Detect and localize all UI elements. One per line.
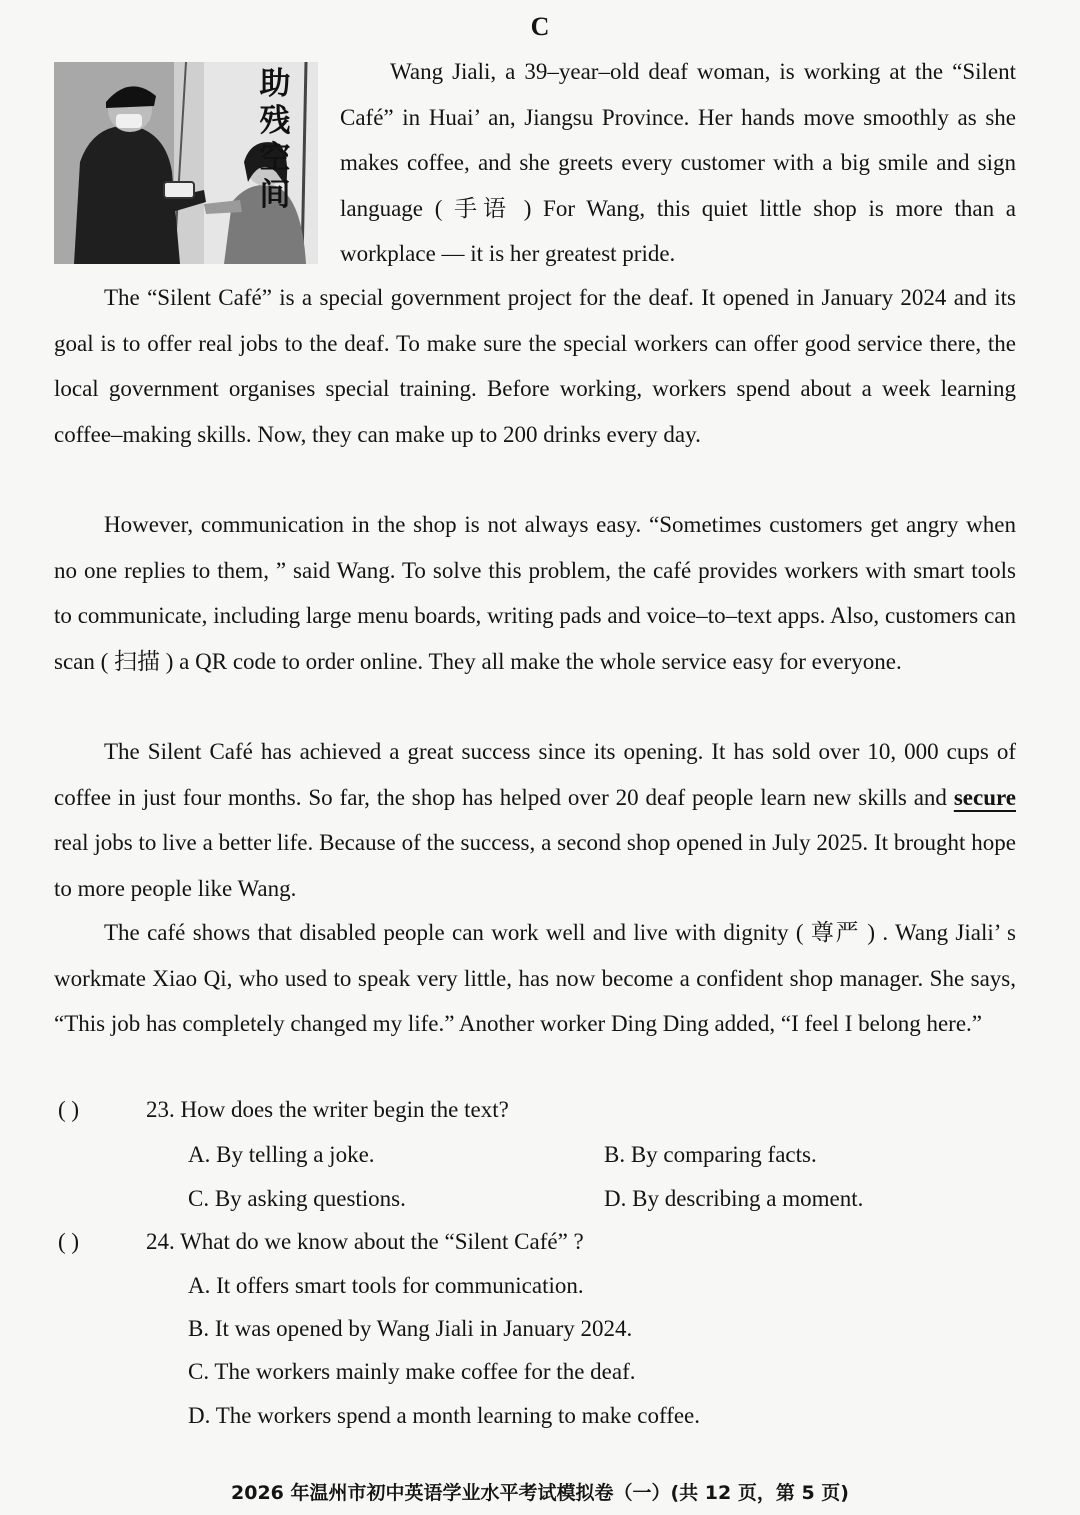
question-24	[58, 1229, 584, 1255]
paragraph-5: The café shows that disabled people can work well and live with dignity ( 尊严 ) . Wang Jiali’ s workmate Xiao Qi, who used to speak very little, has now become a confident shop manager. She says, “This job has completely changed my life.” Another worker Ding Ding added, “I feel I belong here.”	[54, 920, 1016, 1036]
question-23-stem: 23. How does the writer begin the text?	[146, 1097, 509, 1122]
option-24-d: D. The workers spend a month learning to make coffee.	[188, 1403, 701, 1428]
option-23-a: A. By telling a joke.	[188, 1142, 375, 1167]
answer-bracket-24[interactable]: ( )	[58, 1229, 80, 1254]
keyword-secure: secure	[953, 784, 1016, 810]
option-23-b: B. By comparing facts.	[604, 1142, 817, 1167]
question-24-stem: 24. What do we know about the “Silent Café” ?	[146, 1229, 584, 1254]
option-24-c: C. The workers mainly make coffee for the deaf.	[188, 1359, 636, 1384]
page-footer: 2026 年温州市初中英语学业水平考试模拟卷（一）(共 12 页，第 5 页)	[231, 1482, 849, 1504]
option-23-c: C. By asking questions.	[188, 1186, 406, 1211]
option-24-a: A. It offers smart tools for communication.	[188, 1273, 584, 1298]
answer-bracket-23[interactable]: ( )	[58, 1097, 80, 1122]
paragraph-4-before: The Silent Café has achieved a great success since its opening. It has sold over 10, 000 cups of coffee in just four months. So far, the shop has helped over 20 deaf people learn new skills and	[54, 739, 1016, 810]
section-letter: C	[530, 12, 550, 41]
paragraph-2: The “Silent Café” is a special government project for the deaf. It opened in January 2024 and its goal is to offer real jobs to the deaf. To make sure the special workers can offer good service there, the local government organises special training. Before working, workers spend about a week learning coffee–making skills. Now, they can make up to 200 drinks every day.	[54, 285, 1016, 447]
option-24-b: B. It was opened by Wang Jiali in January 2024.	[188, 1316, 633, 1341]
option-23-d: D. By describing a moment.	[604, 1186, 864, 1211]
photo-caption: 助残空间	[259, 66, 291, 213]
question-23	[58, 1097, 509, 1123]
paragraph-4-after: real jobs to live a better life. Because of the success, a second shop opened in July 2025. It brought hope to more people like Wang.	[54, 830, 1016, 901]
paragraph-1: Wang Jiali, a 39–year–old deaf woman, is working at the “Silent Café” in Huai’ an, Jiangsu Province. Her hands move smoothly as she makes coffee, and she greets every customer with a big smile and sign language ( 手语 ) For Wang, this quiet little shop is more than a workplace — it is her greatest pride.	[340, 59, 1016, 266]
paragraph-3: However, communication in the shop is not always easy. “Sometimes customers get angry when no one replies to them, ” said Wang. To solve this problem, the café provides workers with smart tools to communicate, including large menu boards, writing pads and voice–to–text apps. Also, customers can scan ( 扫描 ) a QR code to order online. They all make the whole service easy for everyone.	[54, 512, 1016, 674]
cafe-photo	[54, 62, 318, 264]
paragraph-4	[54, 729, 1016, 911]
